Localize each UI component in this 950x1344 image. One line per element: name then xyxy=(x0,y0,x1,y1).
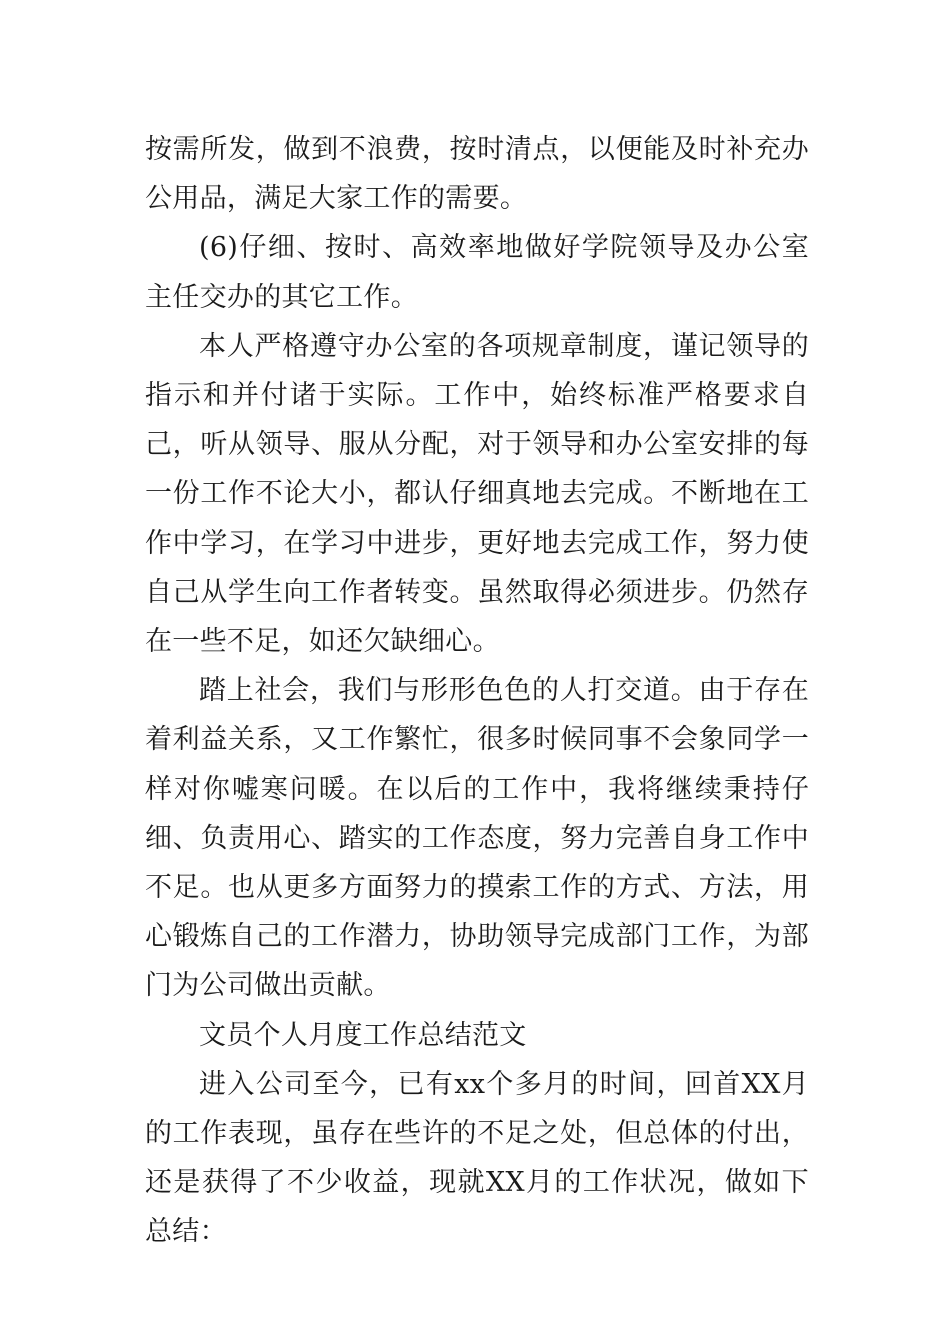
paragraph-rules-compliance: 本人严格遵守办公室的各项规章制度，谨记领导的指示和并付诸于实际。工作中，始终标准严格要求自己，听从领导、服从分配，对于领导和办公室安排的每一份工作不论大小，都认仔细真地去完成。不断地在工作中学习，在学习中进步，更好地去完成工作，努力使自己从学生向工作者转变。虽然取得必须进步。仍然存在一些不足，如还欠缺细心。 xyxy=(145,330,809,658)
paragraph-office-supplies: 按需所发，做到不浪费，按时清点，以便能及时补充办公用品，满足大家工作的需要。 xyxy=(145,134,809,215)
paragraph-society-reflection: 踏上社会，我们与形形色色的人打交道。由于存在着利益关系，又工作繁忙，很多时候同事不会象同学一样对你嘘寒问暖。在以后的工作中，我将继续秉持仔细、负责用心、踏实的工作态度，努力完善自身工作中不足。也从更多方面努力的摸索工作的方式、方法，用心锻炼自己的工作潜力，协助领导完成部门工作，为部门为公司做出贡献。 xyxy=(145,675,809,1002)
paragraph-monthly-intro: 进入公司至今，已有xx个多月的时间，回首XX月的工作表现，虽存在些许的不足之处，但总体的付出，还是获得了不少收益，现就XX月的工作状况，做如下总结： xyxy=(145,1068,809,1248)
paragraph-item-6: (6)仔细、按时、高效率地做好学院领导及办公室主任交办的其它工作。 xyxy=(145,232,809,313)
document-body xyxy=(145,125,809,1257)
section-heading: 文员个人月度工作总结范文 xyxy=(199,1019,527,1051)
